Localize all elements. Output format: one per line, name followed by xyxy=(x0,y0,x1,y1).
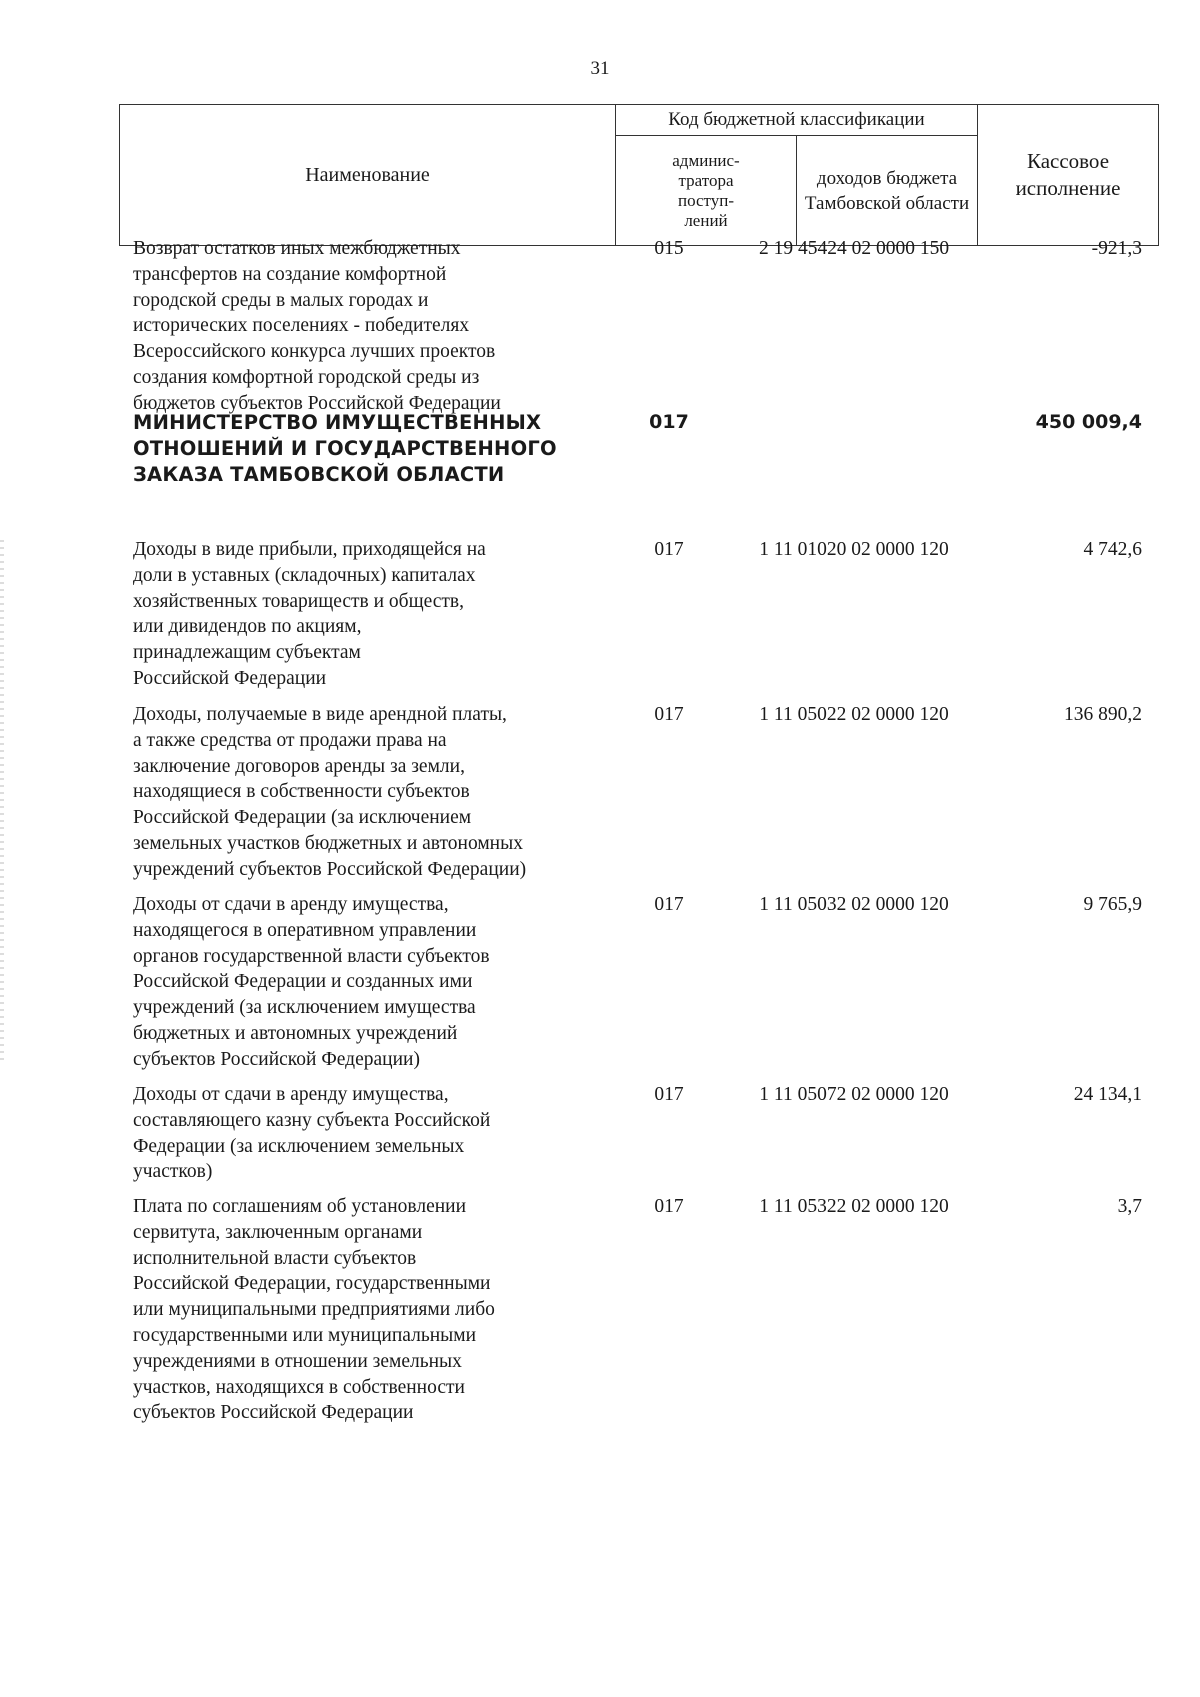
header-name: Наименование xyxy=(120,105,616,246)
row-name: Возврат остатков иных межбюджетных трансфертов на создание комфортной городской среды в малых городах и исторических поселениях - победителях Всероссийского конкурса лучших проектов создания комфортной городской среды из бюджетов субъектов Российской Федерации xyxy=(133,238,501,414)
row-name: МИНИСТЕРСТВО ИМУЩЕСТВЕННЫХ ОТНОШЕНИЙ И ГОСУДАРСТВЕННОГО ЗАКАЗА ТАМБОВСКОЙ ОБЛАСТИ xyxy=(133,411,557,486)
row-income-code: 1 11 05322 02 0000 120 xyxy=(759,1196,949,1217)
header-classification-group: Код бюджетной классификации xyxy=(616,105,978,136)
scan-edge-artifact xyxy=(0,540,4,1060)
row-cash-execution: 9 765,9 xyxy=(1083,894,1142,915)
row-name: Доходы от сдачи в аренду имущества, составляющего казну субъекта Российской Федерации (за исключением земельных участков) xyxy=(133,1084,491,1183)
row-admin-code: 015 xyxy=(654,238,684,259)
row-cash-execution: 136 890,2 xyxy=(1064,704,1142,725)
row-name: Плата по соглашениям об установлении сервитута, заключенным органами исполнительной власти субъектов Российской Федерации, государственными или муниципальными предприятиями либо государственными или муниципальными учреждениями в отношении земельных участков, находящихся в собственности субъектов Российской Федерации xyxy=(133,1196,495,1424)
row-income-code: 1 11 05022 02 0000 120 xyxy=(759,704,949,725)
row-cash-execution: 4 742,6 xyxy=(1083,539,1142,560)
row-admin-code: 017 xyxy=(654,704,684,725)
row-name: Доходы в виде прибыли, приходящейся на доли в уставных (складочных) капиталах хозяйственных товариществ и обществ, или дивидендов по акциям, принадлежащим субъектам Российской Федерации xyxy=(133,539,486,689)
row-income-code: 2 19 45424 02 0000 150 xyxy=(758,238,950,259)
row-income-code: 1 11 01020 02 0000 120 xyxy=(759,539,949,560)
row-income-code: 1 11 05072 02 0000 120 xyxy=(759,1084,949,1105)
row-admin-code: 017 xyxy=(654,1196,684,1217)
row-cash-execution: -921,3 xyxy=(1091,238,1142,259)
page-number: 31 xyxy=(590,58,610,79)
row-cash-execution: 24 134,1 xyxy=(1073,1084,1142,1105)
header-administrator: админис- тратора поступ- лений xyxy=(616,136,797,246)
row-income-code: 1 11 05032 02 0000 120 xyxy=(759,894,949,915)
row-name: Доходы от сдачи в аренду имущества, находящегося в оперативном управлении органов государственной власти субъектов Российской Федерации и созданных ими учреждений (за исключением имущества бюджетных и автономных учреждений субъектов Российской Федерации) xyxy=(133,894,490,1070)
row-admin-code: 017 xyxy=(654,539,684,560)
row-admin-code: 017 xyxy=(654,894,684,915)
table-header xyxy=(119,104,1159,246)
row-admin-code: 017 xyxy=(654,1084,684,1105)
row-cash-execution: 450 009,4 xyxy=(1035,411,1142,433)
row-cash-execution: 3,7 xyxy=(1117,1196,1142,1217)
header-income-code: доходов бюджета Тамбовской области xyxy=(797,136,978,246)
header-cash-execution: Кассовое исполнение xyxy=(978,105,1159,246)
row-name: Доходы, получаемые в виде арендной платы, а также средства от продажи права на заключение договоров аренды за земли, находящиеся в собственности субъектов Российской Федерации (за исключением земельных участков бюджетных и автономных учреждений субъектов Российской Федерации) xyxy=(133,704,527,880)
row-admin-code: 017 xyxy=(649,411,689,433)
